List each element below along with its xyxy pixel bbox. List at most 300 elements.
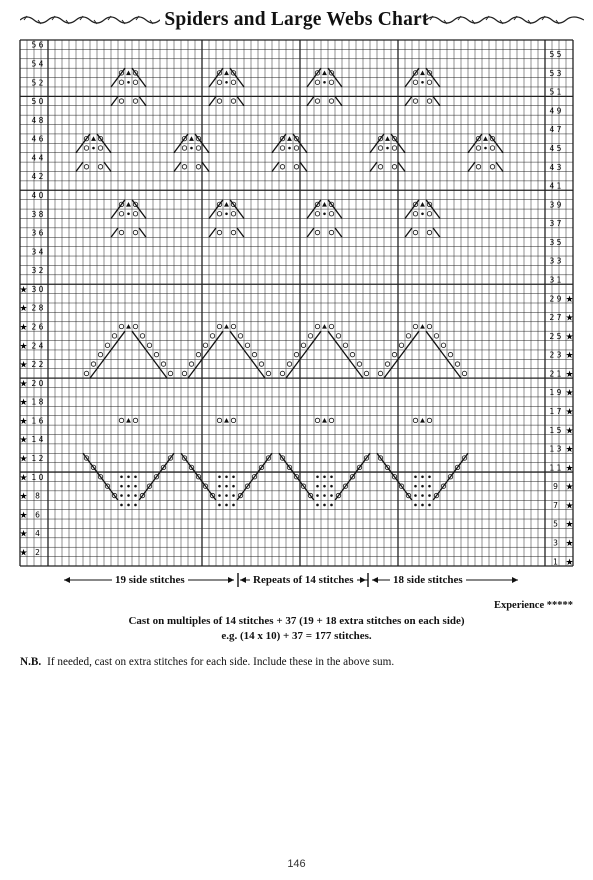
star-icon: ★ bbox=[19, 529, 28, 540]
yarn-over-icon bbox=[455, 362, 459, 366]
bobble-icon bbox=[134, 475, 137, 478]
yarn-over-icon bbox=[133, 324, 137, 328]
k2tog-icon bbox=[307, 96, 314, 105]
row-number-right: 9 bbox=[553, 482, 558, 492]
yarn-over-icon bbox=[329, 324, 333, 328]
yarn-over-icon bbox=[238, 334, 242, 338]
k2tog-icon bbox=[111, 341, 118, 350]
k2tog-icon bbox=[405, 341, 412, 350]
star-icon: ★ bbox=[19, 285, 28, 296]
bobble-icon bbox=[134, 494, 137, 497]
yarn-over-icon bbox=[119, 324, 123, 328]
k2tog-icon bbox=[97, 359, 104, 368]
yarn-over-icon bbox=[364, 371, 368, 375]
k2tog-icon bbox=[195, 359, 202, 368]
bobble-icon bbox=[414, 504, 417, 507]
ssk-icon bbox=[433, 228, 440, 237]
k2tog-icon bbox=[76, 162, 83, 171]
star-icon: ★ bbox=[565, 369, 574, 380]
bobble-icon bbox=[225, 485, 228, 488]
bobble-icon bbox=[428, 494, 431, 497]
bobble-icon bbox=[484, 147, 487, 150]
star-icon: ★ bbox=[565, 426, 574, 437]
bobble-icon bbox=[323, 212, 326, 215]
bobble-icon bbox=[120, 485, 123, 488]
row-number-left: 3 4 bbox=[31, 247, 44, 257]
bobble-icon bbox=[92, 147, 95, 150]
bobble-icon bbox=[225, 504, 228, 507]
bobble-icon bbox=[323, 485, 326, 488]
double-decrease-icon bbox=[126, 202, 131, 207]
yarn-over-icon bbox=[308, 334, 312, 338]
row-number-right: 5 5 bbox=[549, 50, 562, 60]
row-number-right: 4 9 bbox=[549, 106, 562, 116]
ssk-icon bbox=[237, 96, 244, 105]
star-icon: ★ bbox=[19, 360, 28, 371]
star-icon: ★ bbox=[19, 341, 28, 352]
star-icon: ★ bbox=[565, 463, 574, 474]
star-icon: ★ bbox=[565, 482, 574, 493]
row-number-left: 5 4 bbox=[31, 59, 44, 69]
yarn-over-icon bbox=[133, 80, 137, 84]
ssk-icon bbox=[237, 341, 244, 350]
bobble-icon bbox=[127, 475, 130, 478]
bobble-icon bbox=[316, 504, 319, 507]
row-number-right: 2 3 bbox=[549, 350, 562, 360]
yarn-over-icon bbox=[280, 165, 284, 169]
bobble-icon bbox=[330, 504, 333, 507]
yarn-over-icon bbox=[84, 371, 88, 375]
yarn-over-icon bbox=[329, 212, 333, 216]
k2tog-icon bbox=[468, 162, 475, 171]
row-number-left: 1 4 bbox=[31, 435, 44, 445]
ssk-icon bbox=[335, 341, 342, 350]
row-number-left: 1 2 bbox=[31, 453, 44, 463]
ssk-icon bbox=[342, 350, 349, 359]
yarn-over-icon bbox=[91, 362, 95, 366]
yarn-over-icon bbox=[315, 212, 319, 216]
bobble-icon bbox=[421, 81, 424, 84]
k2tog-icon bbox=[202, 350, 209, 359]
row-number-right: 5 bbox=[553, 519, 558, 529]
ssk-icon bbox=[426, 331, 433, 340]
double-decrease-icon bbox=[91, 136, 96, 141]
yarn-over-icon bbox=[112, 334, 116, 338]
ssk-icon bbox=[328, 331, 335, 340]
k2tog-icon bbox=[188, 369, 195, 378]
ssk-icon bbox=[356, 369, 363, 378]
row-number-right: 5 3 bbox=[549, 68, 562, 78]
yarn-over-icon bbox=[329, 418, 333, 422]
yarn-over-icon bbox=[294, 352, 298, 356]
ssk-icon bbox=[440, 350, 447, 359]
ssk-icon bbox=[202, 162, 209, 171]
bobble-icon bbox=[386, 147, 389, 150]
yarn-over-icon bbox=[392, 352, 396, 356]
row-number-right: 5 1 bbox=[549, 87, 562, 97]
yarn-over-icon bbox=[133, 230, 137, 234]
yarn-over-icon bbox=[490, 146, 494, 150]
row-number-right: 3 5 bbox=[549, 237, 562, 247]
yarn-over-icon bbox=[399, 343, 403, 347]
k2tog-icon bbox=[412, 331, 419, 340]
bobble-icon bbox=[127, 212, 130, 215]
ssk-icon bbox=[454, 369, 461, 378]
arrow-left-icon bbox=[64, 577, 70, 583]
row-number-left: 4 6 bbox=[31, 134, 44, 144]
star-icon: ★ bbox=[19, 548, 28, 559]
yarn-over-icon bbox=[119, 80, 123, 84]
double-decrease-icon bbox=[385, 136, 390, 141]
k2tog-icon bbox=[370, 162, 377, 171]
k2tog-icon bbox=[307, 228, 314, 237]
row-number-left: 2 8 bbox=[31, 303, 44, 313]
row-number-right: 1 9 bbox=[549, 388, 562, 398]
bobble-icon bbox=[134, 485, 137, 488]
yarn-over-icon bbox=[266, 371, 270, 375]
row-number-right: 4 1 bbox=[549, 181, 562, 191]
page-number: 146 bbox=[287, 858, 306, 870]
yarn-over-icon bbox=[350, 352, 354, 356]
yarn-over-icon bbox=[119, 418, 123, 422]
double-decrease-icon bbox=[224, 70, 229, 75]
yarn-over-icon bbox=[217, 212, 221, 216]
page-title: Spiders and Large Webs Chart bbox=[0, 9, 593, 31]
row-number-left: 2 2 bbox=[31, 360, 44, 370]
yarn-over-icon bbox=[287, 362, 291, 366]
bobble-icon bbox=[330, 475, 333, 478]
row-number-left: 8 bbox=[35, 491, 40, 501]
bobble-icon bbox=[421, 504, 424, 507]
yarn-over-icon bbox=[441, 343, 445, 347]
row-number-right: 3 7 bbox=[549, 219, 562, 229]
row-number-left: 2 4 bbox=[31, 341, 44, 351]
row-number-right: 4 3 bbox=[549, 162, 562, 172]
k2tog-icon bbox=[384, 369, 391, 378]
bobble-icon bbox=[414, 475, 417, 478]
experience-rating: Experience ***** bbox=[493, 600, 573, 611]
ssk-icon bbox=[300, 162, 307, 171]
yarn-over-icon bbox=[189, 362, 193, 366]
yarn-over-icon bbox=[406, 334, 410, 338]
yarn-over-icon bbox=[329, 80, 333, 84]
bobble-icon bbox=[316, 475, 319, 478]
bobble-icon bbox=[330, 485, 333, 488]
yarn-over-icon bbox=[231, 80, 235, 84]
k2tog-icon bbox=[307, 341, 314, 350]
yarn-over-icon bbox=[329, 230, 333, 234]
yarn-over-icon bbox=[133, 212, 137, 216]
yarn-over-icon bbox=[98, 352, 102, 356]
yarn-over-icon bbox=[182, 165, 186, 169]
bobble-icon bbox=[323, 475, 326, 478]
row-number-right: 1 3 bbox=[549, 444, 562, 454]
row-number-left: 4 2 bbox=[31, 172, 44, 182]
ssk-icon bbox=[139, 228, 146, 237]
bobble-icon bbox=[120, 475, 123, 478]
bobble-icon bbox=[323, 494, 326, 497]
bobble-icon bbox=[127, 81, 130, 84]
k2tog-icon bbox=[209, 228, 216, 237]
k2tog-icon bbox=[209, 341, 216, 350]
yarn-over-icon bbox=[196, 352, 200, 356]
row-number-left: 4 8 bbox=[31, 115, 44, 125]
bobble-icon bbox=[428, 485, 431, 488]
row-number-left: 3 0 bbox=[31, 284, 44, 294]
k2tog-icon bbox=[286, 369, 293, 378]
arrow-right-icon bbox=[512, 577, 518, 583]
double-decrease-icon bbox=[420, 70, 425, 75]
bobble-icon bbox=[127, 485, 130, 488]
row-number-left: 3 6 bbox=[31, 228, 44, 238]
row-number-right: 1 bbox=[553, 557, 558, 567]
arrow-right-icon bbox=[228, 577, 234, 583]
nb-label: N.B. bbox=[20, 656, 42, 668]
yarn-over-icon bbox=[315, 418, 319, 422]
double-decrease-icon bbox=[224, 418, 229, 423]
star-icon: ★ bbox=[19, 435, 28, 446]
bobble-icon bbox=[421, 212, 424, 215]
yarn-over-icon bbox=[196, 146, 200, 150]
yarn-over-icon bbox=[413, 80, 417, 84]
bobble-icon bbox=[225, 475, 228, 478]
row-number-right: 3 3 bbox=[549, 256, 562, 266]
ssk-icon bbox=[398, 162, 405, 171]
k2tog-icon bbox=[300, 350, 307, 359]
star-icon: ★ bbox=[565, 332, 574, 343]
star-icon: ★ bbox=[19, 454, 28, 465]
k2tog-icon bbox=[405, 228, 412, 237]
yarn-over-icon bbox=[462, 371, 466, 375]
k2tog-icon bbox=[391, 359, 398, 368]
star-icon: ★ bbox=[19, 379, 28, 390]
cast-on-line-1: Cast on multiples of 14 stitches + 37 (19 + 18 extra stitches on each side) bbox=[128, 615, 465, 627]
bobble-icon bbox=[232, 504, 235, 507]
ssk-icon bbox=[230, 331, 237, 340]
star-icon: ★ bbox=[565, 445, 574, 456]
arrow-left-icon bbox=[372, 577, 378, 583]
ssk-icon bbox=[433, 341, 440, 350]
yarn-over-icon bbox=[231, 418, 235, 422]
bobble-icon bbox=[428, 475, 431, 478]
star-icon: ★ bbox=[19, 304, 28, 315]
cast-on-instructions bbox=[0, 614, 593, 644]
star-icon: ★ bbox=[19, 510, 28, 521]
row-number-left: 3 2 bbox=[31, 266, 44, 276]
yarn-over-icon bbox=[217, 99, 221, 103]
bobble-icon bbox=[421, 494, 424, 497]
k2tog-icon bbox=[216, 331, 223, 340]
star-icon: ★ bbox=[565, 388, 574, 399]
yarn-over-icon bbox=[392, 146, 396, 150]
yarn-over-icon bbox=[413, 212, 417, 216]
star-icon: ★ bbox=[565, 520, 574, 531]
row-number-left: 6 bbox=[35, 510, 40, 520]
star-icon: ★ bbox=[19, 416, 28, 427]
nb-text: If needed, cast on extra stitches for each side. Include these in the above sum. bbox=[47, 656, 395, 668]
yarn-over-icon bbox=[329, 99, 333, 103]
k2tog-icon bbox=[398, 350, 405, 359]
bobble-icon bbox=[288, 147, 291, 150]
yarn-over-icon bbox=[315, 99, 319, 103]
yarn-over-icon bbox=[252, 352, 256, 356]
ssk-icon bbox=[146, 350, 153, 359]
yarn-over-icon bbox=[182, 146, 186, 150]
bobble-icon bbox=[134, 504, 137, 507]
k2tog-icon bbox=[272, 162, 279, 171]
star-icon: ★ bbox=[565, 501, 574, 512]
row-number-right: 7 bbox=[553, 500, 558, 510]
yarn-over-icon bbox=[434, 334, 438, 338]
yarn-over-icon bbox=[476, 146, 480, 150]
bobble-icon bbox=[218, 504, 221, 507]
yarn-over-icon bbox=[98, 165, 102, 169]
double-decrease-icon bbox=[322, 418, 327, 423]
row-number-right: 1 1 bbox=[549, 463, 562, 473]
bobble-icon bbox=[127, 494, 130, 497]
yarn-over-icon bbox=[378, 371, 382, 375]
ssk-icon bbox=[244, 350, 251, 359]
bobble-icon bbox=[414, 494, 417, 497]
yarn-over-icon bbox=[161, 362, 165, 366]
yarn-over-icon bbox=[378, 165, 382, 169]
k2tog-icon bbox=[111, 96, 118, 105]
ssk-icon bbox=[433, 96, 440, 105]
yarn-over-icon bbox=[203, 343, 207, 347]
yarn-over-icon bbox=[427, 80, 431, 84]
yarn-over-icon bbox=[301, 343, 305, 347]
star-icon: ★ bbox=[565, 313, 574, 324]
yarn-over-icon bbox=[392, 165, 396, 169]
double-decrease-icon bbox=[420, 324, 425, 329]
bobble-icon bbox=[127, 504, 130, 507]
yarn-over-icon bbox=[413, 230, 417, 234]
yarn-over-icon bbox=[217, 80, 221, 84]
star-icon: ★ bbox=[565, 351, 574, 362]
chart-grid bbox=[20, 40, 573, 566]
yarn-over-icon bbox=[385, 362, 389, 366]
bobble-icon bbox=[218, 494, 221, 497]
yarn-over-icon bbox=[315, 324, 319, 328]
ssk-icon bbox=[160, 369, 167, 378]
yarn-over-icon bbox=[147, 343, 151, 347]
double-decrease-icon bbox=[420, 202, 425, 207]
row-number-right: 1 5 bbox=[549, 425, 562, 435]
yarn-over-icon bbox=[140, 334, 144, 338]
bobble-icon bbox=[330, 494, 333, 497]
k2tog-icon bbox=[104, 350, 111, 359]
yarn-over-icon bbox=[119, 230, 123, 234]
k2tog-icon bbox=[405, 96, 412, 105]
double-decrease-icon bbox=[126, 324, 131, 329]
k2tog-icon bbox=[293, 359, 300, 368]
yarn-over-icon bbox=[448, 352, 452, 356]
ssk-icon bbox=[335, 96, 342, 105]
k2tog-icon bbox=[209, 96, 216, 105]
yarn-over-icon bbox=[427, 324, 431, 328]
star-icon: ★ bbox=[565, 294, 574, 305]
ssk-icon bbox=[335, 228, 342, 237]
double-decrease-icon bbox=[322, 202, 327, 207]
row-number-right: 3 bbox=[553, 538, 558, 548]
row-number-left: 2 0 bbox=[31, 378, 44, 388]
yarn-over-icon bbox=[427, 212, 431, 216]
bobble-icon bbox=[316, 494, 319, 497]
k2tog-icon bbox=[118, 331, 125, 340]
yarn-over-icon bbox=[427, 418, 431, 422]
yarn-over-icon bbox=[119, 99, 123, 103]
yarn-over-icon bbox=[357, 362, 361, 366]
bobble-icon bbox=[232, 494, 235, 497]
ssk-icon bbox=[139, 96, 146, 105]
bobble-icon bbox=[225, 212, 228, 215]
yarn-over-icon bbox=[378, 146, 382, 150]
double-decrease-icon bbox=[483, 136, 488, 141]
yarn-over-icon bbox=[105, 343, 109, 347]
row-number-right: 4 7 bbox=[549, 125, 562, 135]
yarn-over-icon bbox=[231, 230, 235, 234]
bobble-icon bbox=[323, 81, 326, 84]
yarn-over-icon bbox=[217, 230, 221, 234]
ssk-icon bbox=[153, 359, 160, 368]
double-decrease-icon bbox=[322, 70, 327, 75]
bobble-icon bbox=[323, 504, 326, 507]
star-icon: ★ bbox=[19, 473, 28, 484]
row-number-left: 5 6 bbox=[31, 40, 44, 50]
yarn-over-icon bbox=[280, 146, 284, 150]
star-icon: ★ bbox=[19, 322, 28, 333]
ssk-icon bbox=[349, 359, 356, 368]
k2tog-icon bbox=[111, 228, 118, 237]
double-decrease-icon bbox=[287, 136, 292, 141]
double-decrease-icon bbox=[126, 418, 131, 423]
double-decrease-icon bbox=[420, 418, 425, 423]
yarn-over-icon bbox=[210, 334, 214, 338]
row-number-right: 2 5 bbox=[549, 331, 562, 341]
yarn-over-icon bbox=[168, 371, 172, 375]
row-number-left: 2 6 bbox=[31, 322, 44, 332]
nb-note bbox=[20, 656, 394, 668]
row-number-left: 3 8 bbox=[31, 209, 44, 219]
ssk-icon bbox=[496, 162, 503, 171]
yarn-over-icon bbox=[343, 343, 347, 347]
row-number-left: 4 0 bbox=[31, 190, 44, 200]
bobble-icon bbox=[218, 475, 221, 478]
star-icon: ★ bbox=[19, 398, 28, 409]
double-decrease-icon bbox=[224, 324, 229, 329]
yarn-over-icon bbox=[294, 165, 298, 169]
yarn-over-icon bbox=[280, 371, 284, 375]
yarn-over-icon bbox=[231, 212, 235, 216]
row-number-right: 4 5 bbox=[549, 144, 562, 154]
yarn-over-icon bbox=[231, 324, 235, 328]
yarn-over-icon bbox=[133, 418, 137, 422]
bobble-icon bbox=[190, 147, 193, 150]
yarn-over-icon bbox=[259, 362, 263, 366]
bobble-icon bbox=[232, 475, 235, 478]
ssk-icon bbox=[104, 162, 111, 171]
yarn-over-icon bbox=[490, 165, 494, 169]
row-number-left: 4 bbox=[35, 529, 40, 539]
row-number-left: 1 6 bbox=[31, 416, 44, 426]
bobble-icon bbox=[120, 504, 123, 507]
yarn-over-icon bbox=[294, 146, 298, 150]
row-number-left: 5 2 bbox=[31, 78, 44, 88]
yarn-over-icon bbox=[133, 99, 137, 103]
bobble-icon bbox=[316, 485, 319, 488]
bobble-icon bbox=[428, 504, 431, 507]
yarn-over-icon bbox=[413, 99, 417, 103]
